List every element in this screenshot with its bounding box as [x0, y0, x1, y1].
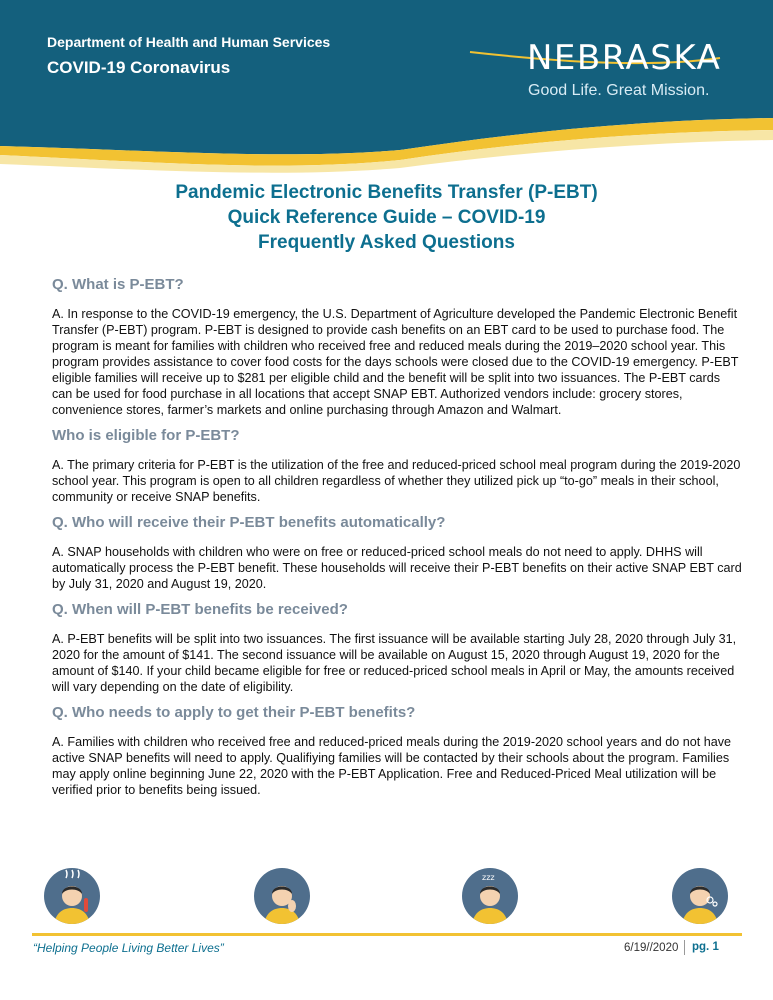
faq-section	[52, 275, 742, 806]
faq-item	[52, 513, 742, 592]
title-line-3: Frequently Asked Questions	[258, 232, 515, 253]
faq-question: Q. What is P-EBT?	[52, 276, 184, 293]
header-banner	[0, 0, 773, 175]
fever-icon	[44, 868, 100, 924]
faq-answer: A. The primary criteria for P-EBT is the utilization of the free and reduced-priced school meal program during the 2019-2020 school year. This program is open to all children regardless of whether they utilized pick up “to-go” meals in their school, community or receive SNAP benefits.	[52, 458, 741, 504]
faq-answer: A. P-EBT benefits will be split into two issuances. The first issuance will be available starting July 28, 2020 through July 31, 2020 for the amount of $141. The second issuance will be available on August 15, 2020 through August 19, 2020 for the amount of $140. If your child became eligible for free or reduced-priced school meals in April or May, the amounts received will vary depending on the date of eligibility.	[52, 632, 737, 694]
shortness-of-breath-icon	[672, 868, 728, 924]
faq-item	[52, 600, 742, 695]
title-line-2: Quick Reference Guide – COVID-19	[227, 207, 546, 228]
footer-slogan: “Helping People Living Better Lives”	[33, 941, 224, 955]
svg-text:zzz: zzz	[482, 873, 495, 882]
footer-date: 6/19//2020	[624, 942, 679, 954]
page-title	[0, 180, 773, 255]
faq-item	[52, 275, 742, 418]
logo-tagline: Good Life. Great Mission.	[528, 82, 710, 99]
faq-answer: A. In response to the COVID-19 emergency, the U.S. Department of Agriculture developed the Pandemic Electronic Benefit Transfer (P-EBT) program. P-EBT is designed to provide cash benefits on an EBT card to be used to purchase food. The program is meant for families with children who received free and reduced meals during the 2019–2020 school year. This program provides assistance to cover food costs for the days schools were closed due to the COVID-19 emergency. P-EBT eligible families will receive up to $281 per eligible child and the benefit will be split into two issuances. The P-EBT cards can be used for food purchase in all locations that accept SNAP EBT. Authorized vendors include: grocery stores, convenience stores, farmer’s markets and online purchasing through Amazon and Walmart.	[52, 307, 739, 417]
cough-icon	[254, 868, 310, 924]
title-line-1: Pandemic Electronic Benefits Transfer (P-EBT)	[175, 182, 598, 203]
department-name: Department of Health and Human Services	[47, 34, 331, 50]
footer-separator	[684, 940, 685, 955]
faq-answer: A. Families with children who received free and reduced-priced meals during the 2019-2020 school years and do not have active SNAP benefits will need to apply. Qualifiying families will be contacted by their schools about the program. Families may apply online beginning June 22, 2020 with the P-EBT Application. Free and Reduced-Priced Meal utilization will be verified prior to benefits being issued.	[52, 735, 732, 797]
faq-question: Q. Who will receive their P-EBT benefits automatically?	[52, 514, 446, 531]
faq-answer: A. SNAP households with children who were on free or reduced-priced school meals do not need to apply. DHHS will automatically process the P-EBT benefit. These households will receive their P-EBT benefits on their active SNAP EBT card by July 31, 2020 and August 19, 2020.	[52, 545, 742, 591]
faq-item	[52, 426, 742, 505]
page-number: pg. 1	[692, 941, 719, 953]
covid-subtitle: COVID-19 Coronavirus	[47, 58, 231, 77]
fatigue-icon	[462, 868, 518, 924]
symptom-icons	[0, 868, 773, 928]
footer-divider	[32, 933, 742, 936]
nebraska-logo: NEBRASKA	[527, 38, 722, 78]
faq-question: Who is eligible for P-EBT?	[52, 427, 240, 444]
faq-question: Q. Who needs to apply to get their P-EBT benefits?	[52, 704, 416, 721]
faq-item	[52, 703, 742, 798]
faq-question: Q. When will P-EBT benefits be received?	[52, 601, 348, 618]
